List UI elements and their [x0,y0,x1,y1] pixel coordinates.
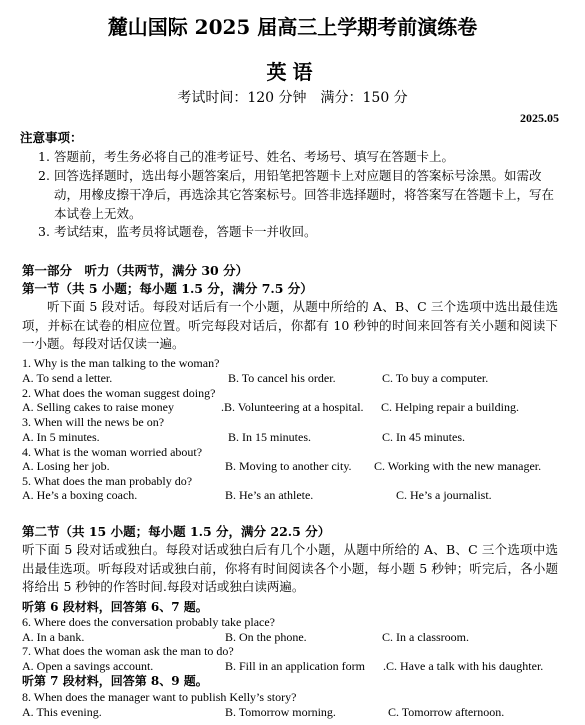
option-b: B. Tomorrow morning. [225,705,336,719]
option-a: A. To send a letter. [22,371,113,385]
option-c: C. In 45 minutes. [382,430,465,444]
note-number: 1. [38,149,50,164]
subject-title: 英语 [266,60,319,84]
option-a: A. Selling cakes to raise money [22,400,174,414]
question-text: 8. When does the manager want to publish Kelly’s story? [22,690,297,704]
option-c: C. He’s a journalist. [396,488,492,502]
exam-info: 考试时间：120 分钟 满分：150 分 [177,90,408,106]
notes-heading: 注意事项： [20,130,83,145]
option-c: C. Working with the new manager. [374,459,542,473]
option-a: A. Open a savings account. [22,659,154,673]
option-a: A. This evening. [22,705,102,719]
note-number: 2. [38,168,50,183]
part-heading: 第一部分 听力（共两节，满分 30 分） [22,263,249,278]
option-b: B. Moving to another city. [225,459,352,473]
note-text: 回答选择题时，选出每小题答案后，用铅笔把答题卡上对应题目的答案标号涂黑。如需改动，用橡皮擦干净后，再选涂其它答案标号。回答非选择题时，将答案写在答题卡上，写在本试卷上无效。 [54,168,555,221]
option-a: A. Losing her job. [22,459,110,473]
option-a: A. He’s a boxing coach. [22,488,138,502]
exam-date: 2025.05 [520,111,559,125]
question-text: 4. What is the woman worried about? [22,445,203,459]
option-c: C. To buy a computer. [382,371,489,385]
segment-heading: 听第 7 段材料，回答第 8、9 题。 [22,674,208,688]
segment-heading: 听第 6 段材料，回答第 6、7 题。 [22,600,208,614]
option-c: C. Helping repair a building. [381,400,519,414]
note-item [20,147,560,166]
option-b: .B. Volunteering at a hospital. [221,400,364,414]
question-text: 1. Why is the man talking to the woman? [22,356,220,370]
section-heading: 第二节（共 15 小题；每小题 1.5 分，满分 22.5 分） [22,524,331,539]
question-text: 5. What does the man probably do? [22,474,193,488]
option-c: .C. Have a talk with his daughter. [383,659,544,673]
section-instructions: 听下面 5 段对话。每段对话后有一个小题，从题中所给的 A、B、C 三个选项中选出最佳选项，并标在试卷的相应位置。听完每段对话后，你都有 10 秒钟的时间来回答有关小题和阅读下一小题。每段对话仅读一遍。 [22,299,558,351]
option-c: C. Tomorrow afternoon. [388,705,505,719]
option-a: A. In a bank. [22,630,85,644]
question-text: 6. Where does the conversation probably take place? [22,615,276,629]
section-heading: 第一节（共 5 小题；每小题 1.5 分，满分 7.5 分） [22,281,313,296]
option-a: A. In 5 minutes. [22,430,100,444]
exam-title: 麓山国际 2025 届高三上学期考前演练卷 [107,15,478,39]
option-c: C. In a classroom. [382,630,469,644]
option-b: B. On the phone. [225,630,307,644]
question-text: 2. What does the woman suggest doing? [22,386,216,400]
note-item [20,166,560,223]
note-item [20,222,560,241]
question-text: 3. When will the news be on? [22,415,165,429]
question-text: 7. What does the woman ask the man to do? [22,644,234,658]
note-number: 3. [38,224,50,239]
option-b: B. Fill in an application form [225,659,365,673]
note-text: 答题前，考生务必将自己的准考证号、姓名、考场号、填写在答题卡上。 [54,149,455,164]
section-instructions: 听下面 5 段对话或独白。每段对话或独白后有几个小题，从题中所给的 A、B、C 三个选项中选出最佳选项。听每段对话或独白前，你将有时间阅读各个小题，每小题 5 秒钟；听完后，各小题将给出 5 秒钟的作答时间.每段对话或独白读两遍。 [22,542,558,594]
note-text: 考试结束，监考员将试题卷，答题卡一并收回。 [54,224,317,239]
option-b: B. He’s an athlete. [225,488,314,502]
option-b: B. In 15 minutes. [228,430,311,444]
option-b: B. To cancel his order. [228,371,336,385]
